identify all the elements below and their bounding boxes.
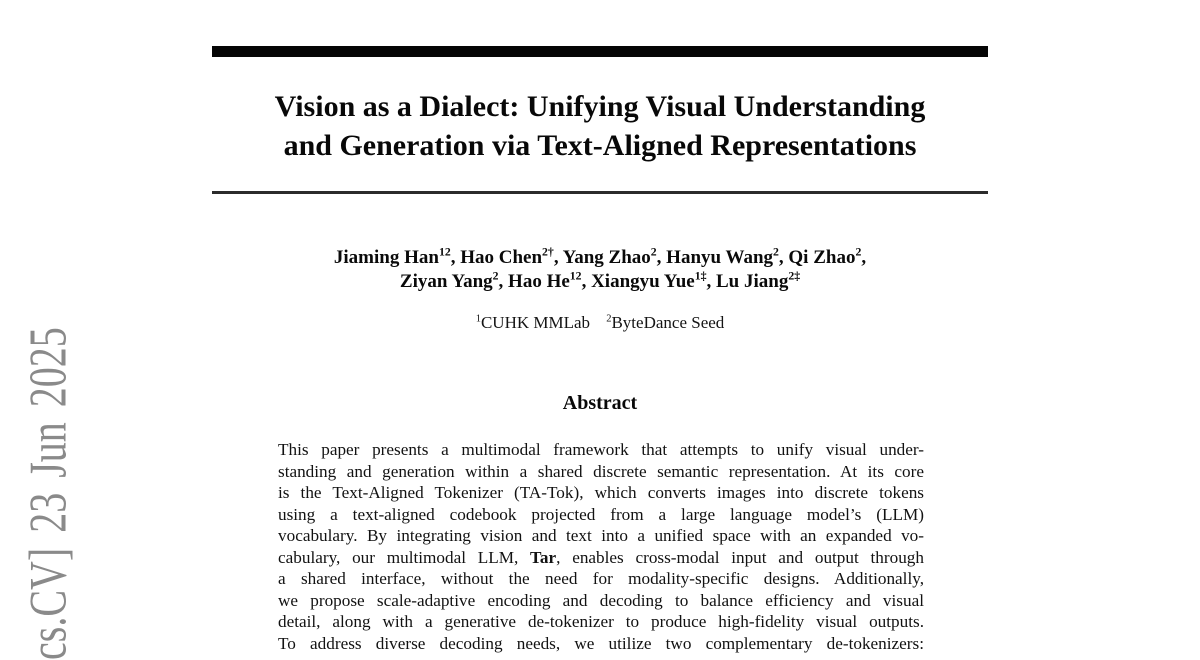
author: Jiaming Han$^{12}$, xyxy=(333,245,461,268)
author: Hao He$^{12}$, xyxy=(508,269,592,292)
abstract-line: vocabulary. By integrating vision and text into a unified space with an expanded vo- xyxy=(278,526,924,545)
abstract-line: using a text-aligned codebook projected from a large language model’s (LLM) xyxy=(278,504,924,524)
author-line-1 xyxy=(0,246,1200,270)
abstract-line: detail, along with a generative de-tokenizer to produce high-fidelity visual outputs. xyxy=(278,612,924,631)
author-affiliation-superscript: 12 xyxy=(438,245,451,259)
author-list xyxy=(0,246,1200,294)
author-affiliation-superscript: 2‡ xyxy=(788,269,801,283)
arxiv-sidebar-stamp xyxy=(18,327,78,660)
author-affiliation-superscript: 12 xyxy=(569,269,582,283)
abstract-line: we propose scale-adaptive encoding and decoding to balance efficiency and visual xyxy=(278,590,924,610)
abstract-line: cabulary, our multimodal LLM, Tar, enables cross-modal input and output through xyxy=(278,547,924,567)
paper-title-line1: Vision as a Dialect: Unifying Visual Understanding xyxy=(274,90,926,123)
title-divider-rule xyxy=(212,191,988,194)
author: Yang Zhao$^2$, xyxy=(562,245,667,268)
affiliations xyxy=(0,312,1200,334)
author: Lu Jiang$^{2\ddagger}$ xyxy=(715,269,801,292)
author: Hanyu Wang$^2$, xyxy=(666,245,789,268)
author: Ziyan Yang$^2$, xyxy=(399,269,509,292)
author: Xiangyu Yue$^{1\ddagger}$, xyxy=(591,269,716,292)
abstract-body xyxy=(278,439,924,654)
abstract-line: This paper presents a multimodal framework that attempts to unify visual under- xyxy=(278,440,924,459)
paper-title xyxy=(0,87,1200,165)
arxiv-sidebar-stamp-text: cs.CV] 23 Jun 2025 xyxy=(18,327,78,660)
abstract-line: a shared interface, without the need for modality-specific designs. Additionally, xyxy=(278,569,924,588)
top-rule-bar xyxy=(212,46,988,57)
abstract-line: standing and generation within a shared discrete semantic representation. At its core xyxy=(278,461,924,481)
author: Qi Zhao$^2$, xyxy=(788,245,867,268)
author-affiliation-superscript: 2 xyxy=(492,269,499,283)
author-line-2 xyxy=(0,270,1200,294)
author-affiliation-superscript: 2 xyxy=(650,245,657,259)
affiliation-item: $^2$ByteDance Seed xyxy=(606,313,725,332)
abstract-line: is the Text-Aligned Tokenizer (TA-Tok), which converts images into discrete tokens xyxy=(278,483,924,502)
author-affiliation-superscript: 2† xyxy=(542,245,554,259)
author-affiliation-superscript: 1‡ xyxy=(694,269,707,283)
author-affiliation-superscript: 2 xyxy=(773,245,779,259)
abstract-heading: Abstract xyxy=(562,392,638,414)
author: Hao Chen$^{2\dagger}$, xyxy=(460,245,563,268)
abstract-line: To address diverse decoding needs, we utilize two complementary de-tokenizers: xyxy=(278,633,924,653)
affiliation-item: $^1$CUHK MMLab xyxy=(475,313,591,332)
author-affiliation-superscript: 2 xyxy=(855,245,862,259)
paper-title-line2: and Generation via Text-Aligned Representations xyxy=(283,129,917,162)
